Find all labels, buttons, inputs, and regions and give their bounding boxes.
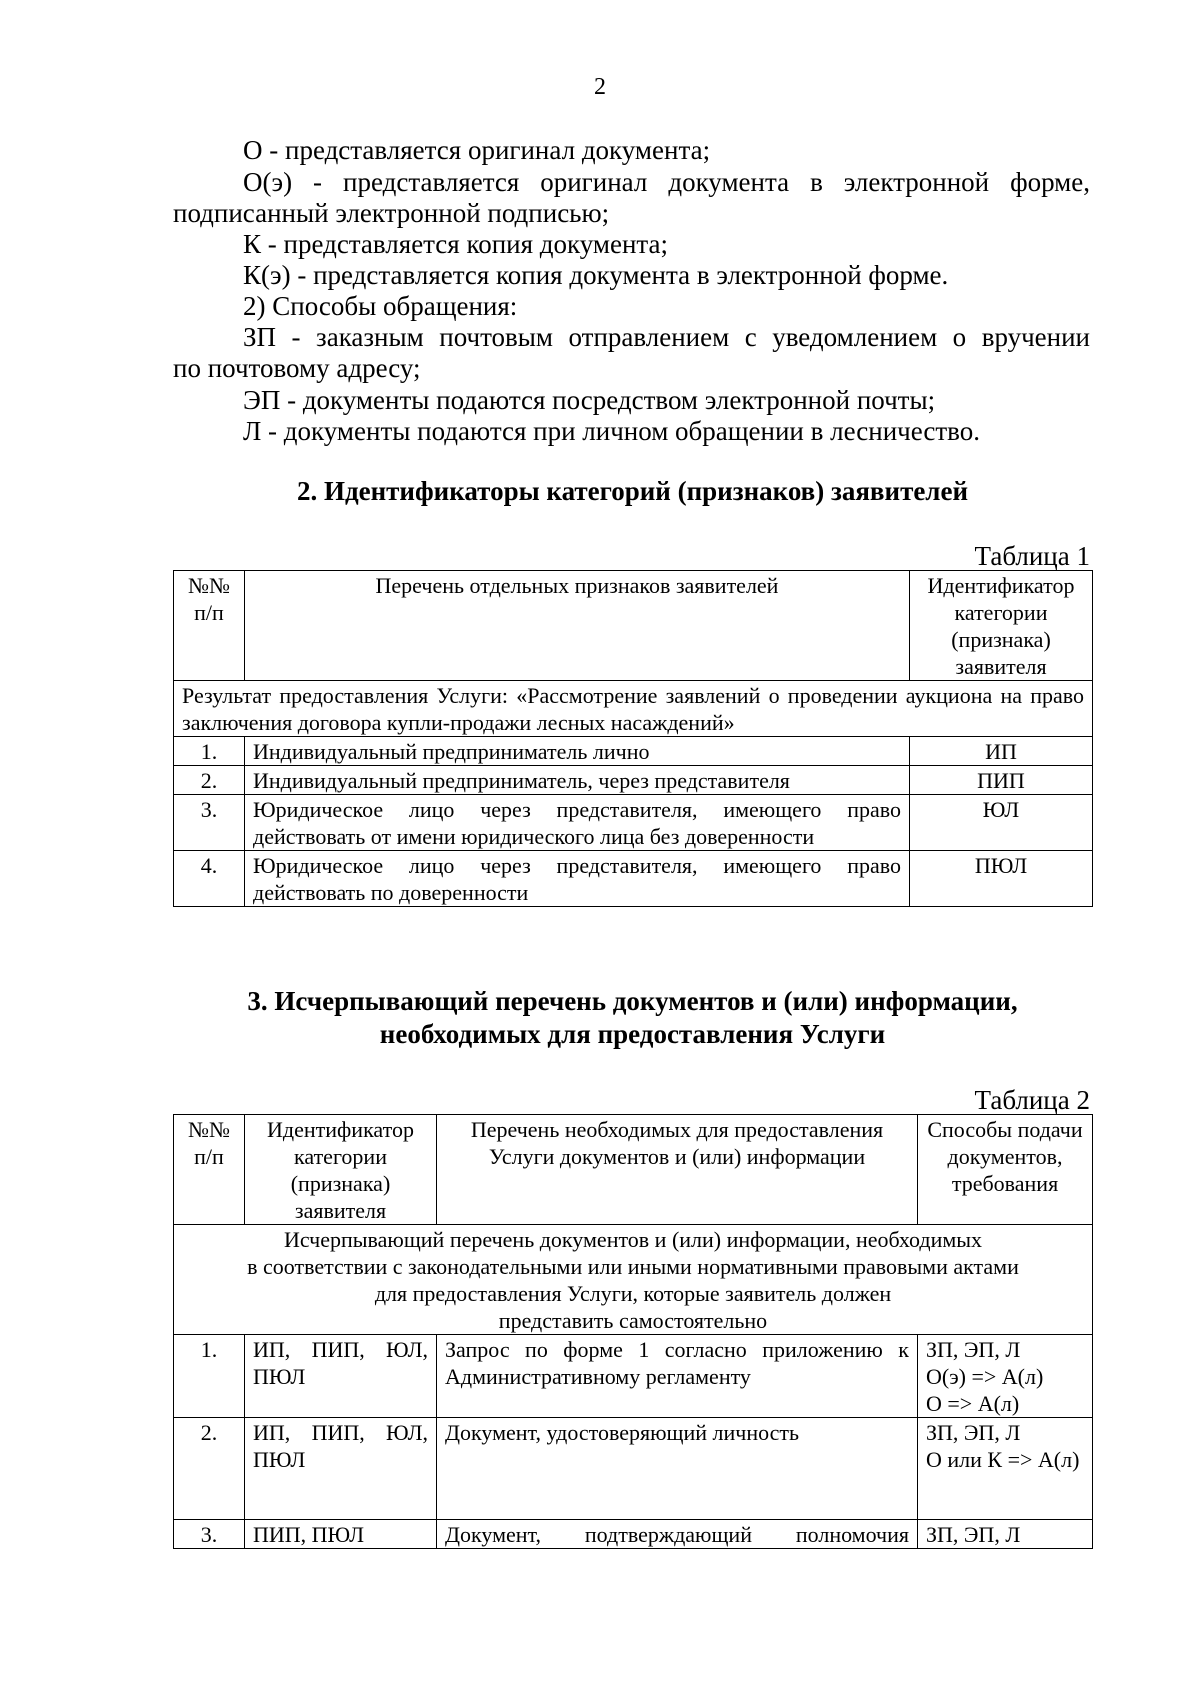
row-num: 1. — [174, 737, 245, 766]
table-row — [174, 795, 1093, 851]
row-text: Индивидуальный предприниматель, через представителя — [245, 766, 910, 795]
row-text: Юридическое лицо через представителя, имеющего право действовать от имени юридического лица без доверенности — [245, 795, 910, 851]
table-row — [174, 737, 1093, 766]
method-line: О(э) => А(л) — [926, 1364, 1044, 1389]
row-text: Индивидуальный предприниматель лично — [245, 737, 910, 766]
table-header-row — [174, 1115, 1093, 1225]
row-num: 4. — [174, 851, 245, 907]
header-num: №№ п/п — [174, 1115, 245, 1225]
section-2-heading: 2. Идентификаторы категорий (признаков) заявителей — [296, 476, 969, 506]
group-row-line: представить самостоятельно — [498, 1308, 768, 1333]
way-registered-mail-cont: по почтовому адресу; — [173, 353, 421, 383]
row-num: 1. — [174, 1335, 245, 1418]
row-text: Юридическое лицо через представителя, имеющего право действовать по доверенности — [245, 851, 910, 907]
header-identifier: Идентификатор категории (признака) заявителя — [910, 571, 1093, 681]
legend-copy-electronic: К(э) - представляется копия документа в электронной форме. — [243, 260, 949, 290]
row-document: Документ, подтверждающий полномочия — [437, 1520, 918, 1549]
section-3-heading-line2: необходимых для предоставления Услуги — [379, 1019, 886, 1049]
way-email: ЭП - документы подаются посредством электронной почты; — [243, 385, 936, 415]
legend-copy: К - представляется копия документа; — [243, 229, 669, 259]
header-methods: Способы подачи документов, требования — [918, 1115, 1093, 1225]
row-methods — [918, 1418, 1093, 1520]
group-row-text: Результат предоставления Услуги: «Рассмотрение заявлений о проведении аукциона на право заключения договора купли-продажи лесных насаждений» — [174, 681, 1093, 737]
group-row — [174, 1225, 1093, 1335]
method-line: О => А(л) — [926, 1391, 1020, 1416]
table-2-caption: Таблица 2 — [974, 1085, 1090, 1115]
section-3-heading-line1: 3. Исчерпывающий перечень документов и (или) информации, — [247, 986, 1018, 1016]
group-row-line: Исчерпывающий перечень документов и (или) информации, необходимых — [283, 1227, 983, 1252]
table-1 — [173, 570, 1093, 907]
row-ids: ИП, ПИП, ЮЛ, ПЮЛ — [245, 1335, 437, 1418]
group-row-text — [174, 1225, 1093, 1335]
row-document: Документ, удостоверяющий личность — [437, 1418, 918, 1520]
method-line: ЗП, ЭП, Л — [926, 1337, 1021, 1362]
table-row — [174, 766, 1093, 795]
row-id: ПИП — [910, 766, 1093, 795]
row-ids: ИП, ПИП, ЮЛ, ПЮЛ — [245, 1418, 437, 1520]
ways-title: 2) Способы обращения: — [243, 291, 518, 321]
row-num: 3. — [174, 1520, 245, 1549]
row-num: 2. — [174, 1418, 245, 1520]
row-num: 2. — [174, 766, 245, 795]
legend-original-electronic-cont: подписанный электронной подписью; — [173, 198, 610, 228]
row-id: ПЮЛ — [910, 851, 1093, 907]
group-row-line: для предоставления Услуги, которые заявитель должен — [374, 1281, 892, 1306]
table-row — [174, 1418, 1093, 1520]
table-header-row — [174, 571, 1093, 681]
table-row — [174, 851, 1093, 907]
row-num: 3. — [174, 795, 245, 851]
method-line: ЗП, ЭП, Л — [926, 1420, 1021, 1445]
table-2 — [173, 1114, 1093, 1549]
table-row — [174, 1335, 1093, 1418]
row-methods: ЗП, ЭП, Л — [918, 1520, 1093, 1549]
page-number: 2 — [594, 74, 606, 100]
table-row — [174, 1520, 1093, 1549]
header-attributes: Перечень отдельных признаков заявителей — [245, 571, 910, 681]
way-registered-mail: ЗП - заказным почтовым отправлением с уведомлением о вручении — [243, 322, 1090, 352]
group-row — [174, 681, 1093, 737]
header-documents: Перечень необходимых для предоставления Услуги документов и (или) информации — [437, 1115, 918, 1225]
row-id: ИП — [910, 737, 1093, 766]
row-document: Запрос по форме 1 согласно приложению к Административному регламенту — [437, 1335, 918, 1418]
method-line: О или К => А(л) — [926, 1447, 1080, 1472]
group-row-line: в соответствии с законодательными или иными нормативными правовыми актами — [247, 1254, 1019, 1279]
way-personal: Л - документы подаются при личном обращении в лесничество. — [243, 416, 980, 446]
header-num: №№ п/п — [174, 571, 245, 681]
legend-original: О - представляется оригинал документа; — [243, 135, 711, 165]
row-ids: ПИП, ПЮЛ — [245, 1520, 437, 1549]
row-id: ЮЛ — [910, 795, 1093, 851]
table-1-caption: Таблица 1 — [974, 541, 1090, 571]
row-methods — [918, 1335, 1093, 1418]
header-identifier: Идентификатор категории (признака) заявителя — [245, 1115, 437, 1225]
legend-original-electronic: О(э) - представляется оригинал документа в электронной форме, — [243, 167, 1090, 197]
